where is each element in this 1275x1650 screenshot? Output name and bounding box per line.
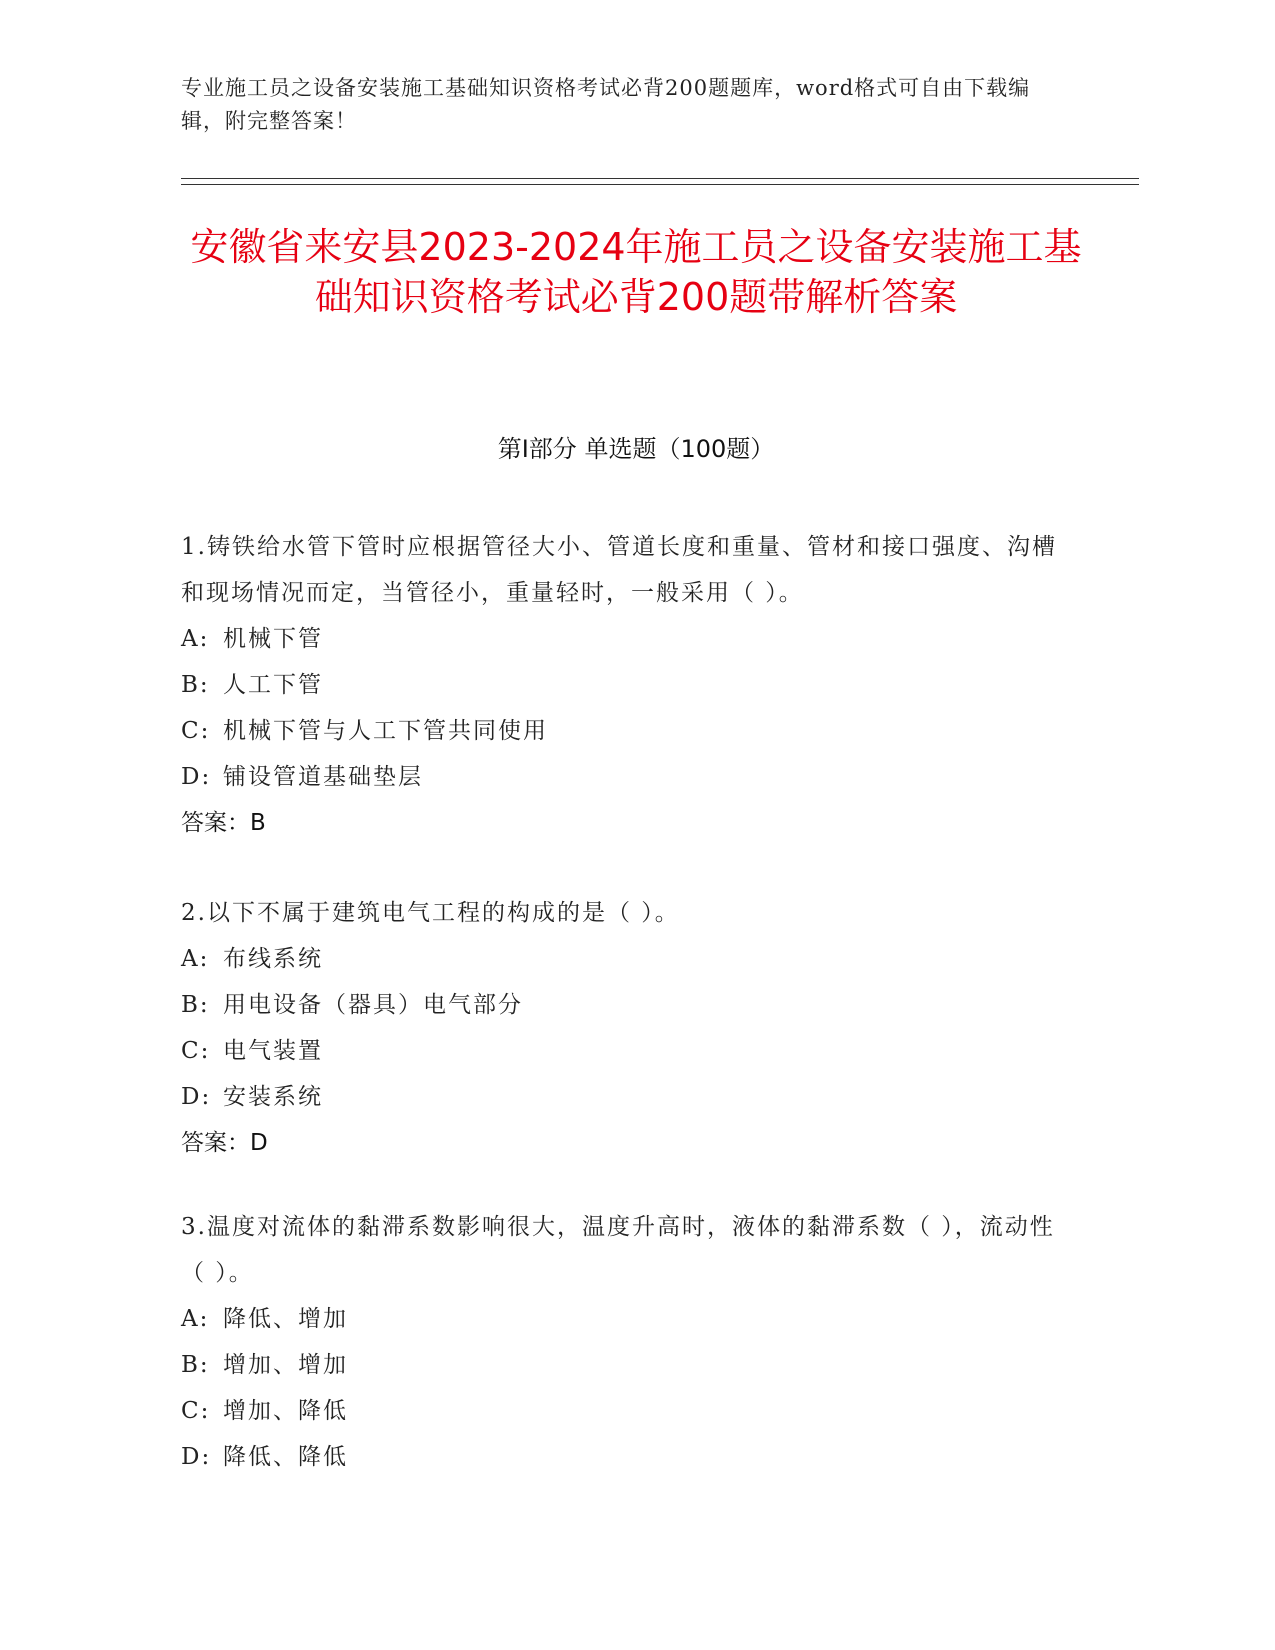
option-text: 降低、降低	[223, 1444, 348, 1470]
question-text: 2.以下不属于建筑电气工程的构成的是（ ）。	[181, 900, 680, 926]
option-text: 铺设管道基础垫层	[223, 764, 423, 790]
question-3	[181, 1204, 1061, 1480]
option-a	[181, 616, 1061, 662]
option-text: 降低、增加	[223, 1306, 348, 1332]
option-text: 机械下管与人工下管共同使用	[223, 718, 548, 744]
option-d	[181, 1074, 1061, 1120]
answer-line: 答案：B	[181, 810, 266, 836]
section-heading: 第Ⅰ部分 单选题（100题）	[497, 435, 775, 463]
option-key: B:	[181, 1352, 210, 1378]
option-text: 安装系统	[223, 1084, 323, 1110]
option-c	[181, 1388, 1061, 1434]
header-rule-top	[181, 178, 1139, 179]
option-key: D:	[181, 1444, 212, 1470]
option-text: 电气装置	[223, 1038, 323, 1064]
header-rule-bottom	[181, 184, 1139, 185]
header-note: 专业施工员之设备安装施工基础知识资格考试必背200题题库，word格式可自由下载编辑，附完整答案！	[181, 76, 1031, 133]
option-text: 增加、增加	[223, 1352, 348, 1378]
option-c	[181, 708, 1061, 754]
option-key: C:	[181, 718, 211, 744]
option-key: A:	[181, 626, 210, 652]
option-a	[181, 1296, 1061, 1342]
option-text: 增加、降低	[223, 1398, 348, 1424]
option-text: 人工下管	[223, 672, 323, 698]
option-b	[181, 982, 1061, 1028]
question-text: 1.铸铁给水管下管时应根据管径大小、管道长度和重量、管材和接口强度、沟槽和现场情况而定，当管径小，重量轻时，一般采用（ ）。	[181, 534, 1057, 606]
option-d	[181, 1434, 1061, 1480]
option-a	[181, 936, 1061, 982]
option-key: D:	[181, 1084, 212, 1110]
option-text: 布线系统	[223, 946, 323, 972]
option-key: B:	[181, 672, 210, 698]
question-1	[181, 524, 1061, 846]
option-key: D:	[181, 764, 212, 790]
question-text: 3.温度对流体的黏滞系数影响很大，温度升高时，液体的黏滞系数（ ），流动性（ ）。	[181, 1214, 1055, 1286]
answer-line: 答案：D	[181, 1130, 268, 1156]
option-key: A:	[181, 1306, 210, 1332]
option-key: A:	[181, 946, 210, 972]
option-b	[181, 1342, 1061, 1388]
option-d	[181, 754, 1061, 800]
option-c	[181, 1028, 1061, 1074]
option-text: 用电设备（器具）电气部分	[223, 992, 523, 1018]
option-key: C:	[181, 1038, 211, 1064]
option-text: 机械下管	[223, 626, 323, 652]
option-key: C:	[181, 1398, 211, 1424]
question-2	[181, 890, 1061, 1166]
document-title: 安徽省来安县2023-2024年施工员之设备安装施工基础知识资格考试必背200题带解析答案	[190, 225, 1082, 319]
option-b	[181, 662, 1061, 708]
option-key: B:	[181, 992, 210, 1018]
